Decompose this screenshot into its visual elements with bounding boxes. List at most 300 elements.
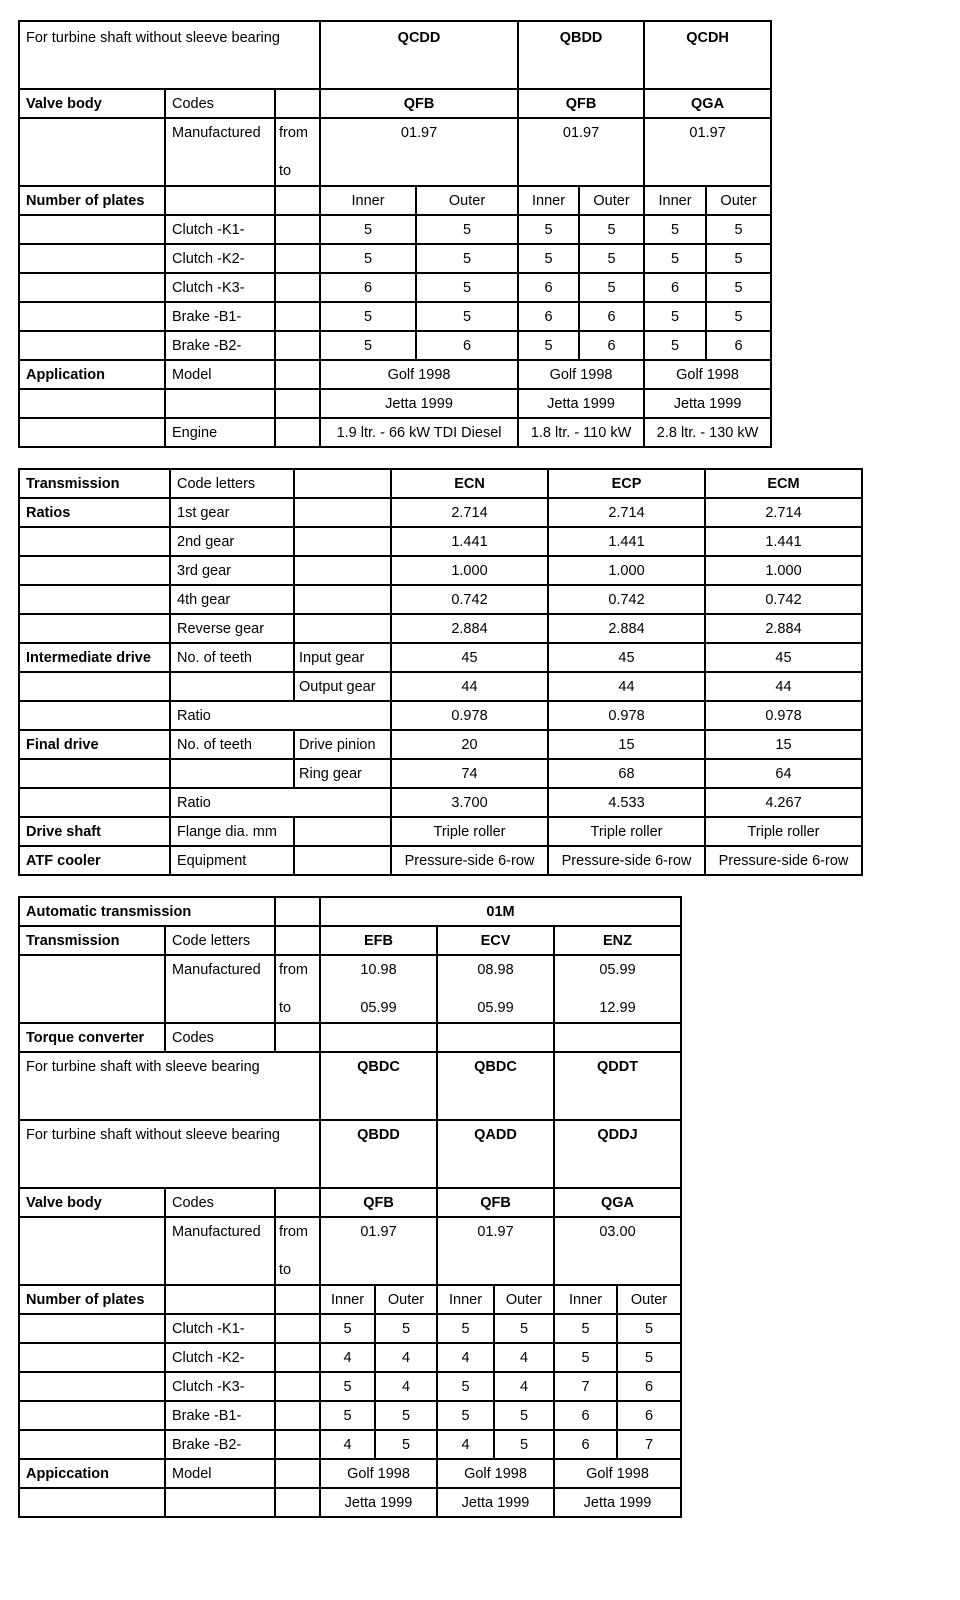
plate-value: 5: [644, 215, 706, 244]
manufactured-dates: [554, 955, 681, 1023]
manufactured-from: 01.97: [320, 118, 518, 186]
code-letters-label: Code letters: [170, 469, 294, 498]
turbine-without-label: For turbine shaft without sleeve bearing: [19, 1120, 320, 1188]
intermediate-ratio: 0.978: [705, 701, 862, 730]
model-value: Jetta 1999: [437, 1488, 554, 1517]
gear-ratio: 1.000: [705, 556, 862, 585]
empty-cell: [275, 273, 320, 302]
model-value: Golf 1998: [644, 360, 771, 389]
empty-cell: [165, 1488, 275, 1517]
to-label: to: [279, 1000, 292, 1016]
drive-shaft-row: [19, 817, 862, 846]
plate-value: 4: [494, 1372, 554, 1401]
plate-value: 4: [375, 1343, 437, 1372]
empty-cell: [294, 585, 391, 614]
plate-row: [19, 331, 771, 360]
valve-code: QFB: [518, 89, 644, 118]
plate-value: 5: [320, 302, 416, 331]
plate-value: 6: [644, 273, 706, 302]
empty-cell: [275, 1314, 320, 1343]
outer-label: Outer: [579, 186, 644, 215]
plate-value: 4: [437, 1430, 494, 1459]
plate-value: 6: [706, 331, 771, 360]
plate-value: 5: [416, 273, 518, 302]
valve-from: 03.00: [554, 1217, 681, 1285]
drive-pinion-value: 15: [548, 730, 705, 759]
empty-cell: [19, 1372, 165, 1401]
gear-ratio: 1.441: [548, 527, 705, 556]
model-value: Golf 1998: [320, 360, 518, 389]
empty-cell: [294, 469, 391, 498]
empty-cell: [19, 759, 170, 788]
empty-cell: [275, 89, 320, 118]
plate-value: 5: [375, 1430, 437, 1459]
empty-cell: [275, 331, 320, 360]
plate-value: 5: [320, 331, 416, 360]
gear-name: 4th gear: [170, 585, 294, 614]
atf-value: Pressure-side 6-row: [391, 846, 548, 875]
ratios-label: Ratios: [19, 498, 170, 527]
plate-value: 6: [617, 1401, 681, 1430]
outer-label: Outer: [706, 186, 771, 215]
plate-row: [19, 1401, 681, 1430]
drive-pinion-value: 20: [391, 730, 548, 759]
gear-row: [19, 556, 862, 585]
inner-label: Inner: [320, 186, 416, 215]
auto-transmission-code: 01M: [320, 897, 681, 926]
empty-cell: [19, 389, 165, 418]
drive-shaft-value: Triple roller: [548, 817, 705, 846]
from-label: from: [279, 1224, 309, 1240]
input-gear-value: 45: [391, 643, 548, 672]
drive-pinion-label: Drive pinion: [294, 730, 391, 759]
empty-cell: [19, 215, 165, 244]
model-value: Jetta 1999: [644, 389, 771, 418]
plate-value: 4: [437, 1343, 494, 1372]
empty-cell: [19, 418, 165, 447]
input-gear-value: 45: [705, 643, 862, 672]
final-ratio: 4.267: [705, 788, 862, 817]
turbine-code: QADD: [437, 1120, 554, 1188]
plate-name: Brake -B1-: [165, 302, 275, 331]
plate-value: 5: [320, 1401, 375, 1430]
plate-value: 4: [320, 1343, 375, 1372]
empty-cell: [165, 389, 275, 418]
valve-code: QGA: [554, 1188, 681, 1217]
empty-cell: [165, 1285, 275, 1314]
turbine-code: QCDH: [644, 21, 771, 89]
plate-value: 5: [579, 215, 644, 244]
gear-ratio: 1.441: [705, 527, 862, 556]
empty-cell: [170, 759, 294, 788]
model-value: Jetta 1999: [518, 389, 644, 418]
turbine-with-row: [19, 1052, 681, 1120]
empty-cell: [19, 788, 170, 817]
ring-gear-label: Ring gear: [294, 759, 391, 788]
drive-shaft-value: Triple roller: [705, 817, 862, 846]
turbine-code: QBDC: [320, 1052, 437, 1120]
codes-label: Codes: [165, 1188, 275, 1217]
empty-cell: [170, 672, 294, 701]
empty-cell: [275, 302, 320, 331]
empty-cell: [294, 498, 391, 527]
plate-value: 5: [375, 1314, 437, 1343]
manufactured-dates: [437, 955, 554, 1023]
plate-value: 5: [644, 302, 706, 331]
gear-ratio: 2.884: [705, 614, 862, 643]
application-label: Application: [19, 360, 165, 389]
plate-value: 5: [518, 331, 579, 360]
plate-value: 5: [644, 244, 706, 273]
manufactured-from: 10.98: [360, 962, 397, 978]
plate-value: 6: [416, 331, 518, 360]
intermediate-input-row: [19, 643, 862, 672]
auto-transmission-label: Automatic transmission: [19, 897, 275, 926]
empty-cell: [275, 1188, 320, 1217]
plate-name: Clutch -K3-: [165, 273, 275, 302]
code-letter: EFB: [320, 926, 437, 955]
empty-cell: [294, 556, 391, 585]
ring-gear-value: 68: [548, 759, 705, 788]
gear-name: Reverse gear: [170, 614, 294, 643]
empty-cell: [275, 1285, 320, 1314]
plate-name: Clutch -K1-: [165, 215, 275, 244]
teeth-label: No. of teeth: [170, 643, 294, 672]
empty-cell: [275, 1401, 320, 1430]
gear-ratio: 2.884: [548, 614, 705, 643]
gear-ratio: 2.714: [391, 498, 548, 527]
valve-body-row: [19, 89, 771, 118]
empty-cell: [19, 1343, 165, 1372]
model-value: Jetta 1999: [320, 389, 518, 418]
manufactured-label: Manufactured: [165, 1217, 275, 1285]
plate-row: [19, 1343, 681, 1372]
manufactured-from: 05.99: [599, 962, 636, 978]
outer-label: Outer: [617, 1285, 681, 1314]
auto-transmission-row: [19, 897, 681, 926]
plate-value: 7: [617, 1430, 681, 1459]
atf-row: [19, 846, 862, 875]
turbine-without-label: For turbine shaft without sleeve bearing: [19, 21, 320, 89]
ratio-label: Ratio: [170, 701, 391, 730]
plate-value: 5: [579, 244, 644, 273]
empty-cell: [437, 1023, 554, 1052]
empty-cell: [19, 1314, 165, 1343]
to-label: to: [279, 1262, 292, 1278]
empty-cell: [19, 955, 165, 1023]
plate-value: 5: [644, 331, 706, 360]
empty-cell: [19, 273, 165, 302]
plate-row: [19, 1314, 681, 1343]
turbine-code: QDDJ: [554, 1120, 681, 1188]
outer-label: Outer: [416, 186, 518, 215]
intermediate-ratio: 0.978: [548, 701, 705, 730]
turbine-with-label: For turbine shaft with sleeve bearing: [19, 1052, 320, 1120]
from-to-labels: [275, 1217, 320, 1285]
plate-value: 5: [706, 244, 771, 273]
plate-value: 5: [706, 215, 771, 244]
valve-from: 01.97: [437, 1217, 554, 1285]
intermediate-output-row: [19, 672, 862, 701]
gear-row: [19, 498, 862, 527]
input-gear-value: 45: [548, 643, 705, 672]
plate-value: 6: [554, 1401, 617, 1430]
intermediate-ratio-row: [19, 701, 862, 730]
code-letter: ECN: [391, 469, 548, 498]
plate-row: [19, 302, 771, 331]
output-gear-label: Output gear: [294, 672, 391, 701]
plate-value: 4: [375, 1372, 437, 1401]
ratio-label: Ratio: [170, 788, 391, 817]
empty-cell: [275, 244, 320, 273]
codes-label: Codes: [165, 1023, 275, 1052]
application-label: Appiccation: [19, 1459, 165, 1488]
empty-cell: [19, 244, 165, 273]
plates-header-row: [19, 1285, 681, 1314]
manufactured-row: [19, 118, 771, 186]
valve-code: QFB: [320, 1188, 437, 1217]
intermediate-ratio: 0.978: [391, 701, 548, 730]
model-row-2: [19, 1488, 681, 1517]
drive-shaft-value: Triple roller: [391, 817, 548, 846]
empty-cell: [275, 926, 320, 955]
empty-cell: [275, 1023, 320, 1052]
intermediate-label: Intermediate drive: [19, 643, 170, 672]
plate-value: 5: [320, 215, 416, 244]
plate-row: [19, 1372, 681, 1401]
inner-label: Inner: [320, 1285, 375, 1314]
empty-cell: [19, 302, 165, 331]
transmission-row: [19, 469, 862, 498]
manufactured-to: 05.99: [360, 1000, 397, 1016]
plate-value: 5: [494, 1314, 554, 1343]
turbine-code: QBDD: [320, 1120, 437, 1188]
model-value: Golf 1998: [437, 1459, 554, 1488]
plate-value: 5: [416, 215, 518, 244]
model-label: Model: [165, 1459, 275, 1488]
inner-label: Inner: [518, 186, 579, 215]
application-row: [19, 360, 771, 389]
atf-label: ATF cooler: [19, 846, 170, 875]
turbine-code: QDDT: [554, 1052, 681, 1120]
gear-ratio: 0.742: [548, 585, 705, 614]
turbine-code: QBDD: [518, 21, 644, 89]
manufactured-dates: [320, 955, 437, 1023]
engine-value: 1.8 ltr. - 110 kW: [518, 418, 644, 447]
plate-value: 5: [416, 302, 518, 331]
gear-ratio: 2.884: [391, 614, 548, 643]
manufactured-from: 08.98: [477, 962, 514, 978]
spec-table-3: [18, 896, 682, 1518]
empty-cell: [19, 331, 165, 360]
plate-name: Brake -B1-: [165, 1401, 275, 1430]
empty-cell: [275, 897, 320, 926]
valve-manufactured-row: [19, 1217, 681, 1285]
from-label: from: [279, 962, 309, 978]
plate-value: 5: [437, 1314, 494, 1343]
plate-value: 5: [320, 1314, 375, 1343]
plate-value: 5: [554, 1343, 617, 1372]
torque-converter-row: [19, 1023, 681, 1052]
empty-cell: [275, 1488, 320, 1517]
plate-value: 5: [494, 1401, 554, 1430]
plate-name: Clutch -K2-: [165, 244, 275, 273]
valve-body-label: Valve body: [19, 1188, 165, 1217]
atf-value: Pressure-side 6-row: [548, 846, 705, 875]
plate-name: Brake -B2-: [165, 331, 275, 360]
plate-value: 6: [518, 273, 579, 302]
gear-row: [19, 585, 862, 614]
gear-ratio: 0.742: [391, 585, 548, 614]
gear-row: [19, 614, 862, 643]
final-pinion-row: [19, 730, 862, 759]
empty-cell: [275, 1343, 320, 1372]
plates-label: Number of plates: [19, 186, 165, 215]
plate-value: 6: [320, 273, 416, 302]
empty-cell: [320, 1023, 437, 1052]
final-ratio: 3.700: [391, 788, 548, 817]
final-ring-row: [19, 759, 862, 788]
model-label: Model: [165, 360, 275, 389]
code-letters-label: Code letters: [165, 926, 275, 955]
plate-value: 5: [494, 1430, 554, 1459]
drive-pinion-value: 15: [705, 730, 862, 759]
plate-value: 5: [579, 273, 644, 302]
empty-cell: [294, 846, 391, 875]
plate-value: 5: [706, 302, 771, 331]
plate-value: 5: [437, 1372, 494, 1401]
plate-name: Brake -B2-: [165, 1430, 275, 1459]
empty-cell: [294, 817, 391, 846]
gear-name: 3rd gear: [170, 556, 294, 585]
drive-shaft-label: Drive shaft: [19, 817, 170, 846]
gear-ratio: 1.441: [391, 527, 548, 556]
final-ratio: 4.533: [548, 788, 705, 817]
gear-row: [19, 527, 862, 556]
engine-row: [19, 418, 771, 447]
plate-name: Clutch -K3-: [165, 1372, 275, 1401]
plate-value: 6: [554, 1430, 617, 1459]
inner-label: Inner: [437, 1285, 494, 1314]
manufactured-to: 05.99: [477, 1000, 514, 1016]
gear-ratio: 2.714: [548, 498, 705, 527]
code-letter: ECM: [705, 469, 862, 498]
ring-gear-value: 74: [391, 759, 548, 788]
plates-label: Number of plates: [19, 1285, 165, 1314]
empty-cell: [19, 1430, 165, 1459]
spec-table-1: [18, 20, 772, 448]
atf-value: Pressure-side 6-row: [705, 846, 862, 875]
turbine-code: QBDC: [437, 1052, 554, 1120]
teeth-label: No. of teeth: [170, 730, 294, 759]
empty-cell: [19, 585, 170, 614]
outer-label: Outer: [375, 1285, 437, 1314]
plate-name: Clutch -K2-: [165, 1343, 275, 1372]
empty-cell: [275, 1372, 320, 1401]
empty-cell: [275, 389, 320, 418]
gear-ratio: 1.000: [391, 556, 548, 585]
valve-code: QGA: [644, 89, 771, 118]
from-label: from: [279, 125, 308, 141]
plate-value: 6: [617, 1372, 681, 1401]
plate-value: 5: [554, 1314, 617, 1343]
inner-label: Inner: [644, 186, 706, 215]
inner-label: Inner: [554, 1285, 617, 1314]
empty-cell: [19, 118, 165, 186]
model-value: Golf 1998: [554, 1459, 681, 1488]
turbine-without-row: [19, 21, 771, 89]
manufactured-label: Manufactured: [165, 118, 275, 186]
plate-row: [19, 1430, 681, 1459]
input-gear-label: Input gear: [294, 643, 391, 672]
empty-cell: [275, 1430, 320, 1459]
engine-label: Engine: [165, 418, 275, 447]
plates-header-row: [19, 186, 771, 215]
engine-value: 1.9 ltr. - 66 kW TDI Diesel: [320, 418, 518, 447]
plate-value: 5: [518, 215, 579, 244]
code-letter: ECV: [437, 926, 554, 955]
empty-cell: [19, 1217, 165, 1285]
flange-label: Flange dia. mm: [170, 817, 294, 846]
empty-cell: [19, 672, 170, 701]
turbine-code: QCDD: [320, 21, 518, 89]
equipment-label: Equipment: [170, 846, 294, 875]
valve-code: QFB: [320, 89, 518, 118]
plate-value: 4: [320, 1430, 375, 1459]
output-gear-value: 44: [705, 672, 862, 701]
empty-cell: [294, 527, 391, 556]
gear-ratio: 1.000: [548, 556, 705, 585]
turbine-without-row: [19, 1120, 681, 1188]
gear-name: 2nd gear: [170, 527, 294, 556]
empty-cell: [275, 186, 320, 215]
outer-label: Outer: [494, 1285, 554, 1314]
final-ratio-row: [19, 788, 862, 817]
valve-code: QFB: [437, 1188, 554, 1217]
empty-cell: [19, 614, 170, 643]
valve-from: 01.97: [320, 1217, 437, 1285]
manufactured-from: 01.97: [518, 118, 644, 186]
manufactured-row: [19, 955, 681, 1023]
ring-gear-value: 64: [705, 759, 862, 788]
valve-body-label: Valve body: [19, 89, 165, 118]
empty-cell: [19, 701, 170, 730]
gear-ratio: 2.714: [705, 498, 862, 527]
model-value: Jetta 1999: [554, 1488, 681, 1517]
manufactured-label: Manufactured: [165, 955, 275, 1023]
code-letter: ENZ: [554, 926, 681, 955]
empty-cell: [165, 186, 275, 215]
plate-value: 6: [518, 302, 579, 331]
transmission-label: Transmission: [19, 926, 165, 955]
empty-cell: [19, 556, 170, 585]
plate-value: 6: [579, 302, 644, 331]
plate-value: 5: [706, 273, 771, 302]
empty-cell: [275, 360, 320, 389]
from-to-labels: [275, 955, 320, 1023]
empty-cell: [554, 1023, 681, 1052]
plate-value: 5: [518, 244, 579, 273]
plate-value: 5: [375, 1401, 437, 1430]
plate-value: 6: [579, 331, 644, 360]
plate-value: 5: [320, 1372, 375, 1401]
transmission-label: Transmission: [19, 469, 170, 498]
application-row: [19, 1459, 681, 1488]
final-drive-label: Final drive: [19, 730, 170, 759]
model-value: Golf 1998: [320, 1459, 437, 1488]
manufactured-to: 12.99: [599, 1000, 636, 1016]
empty-cell: [275, 215, 320, 244]
